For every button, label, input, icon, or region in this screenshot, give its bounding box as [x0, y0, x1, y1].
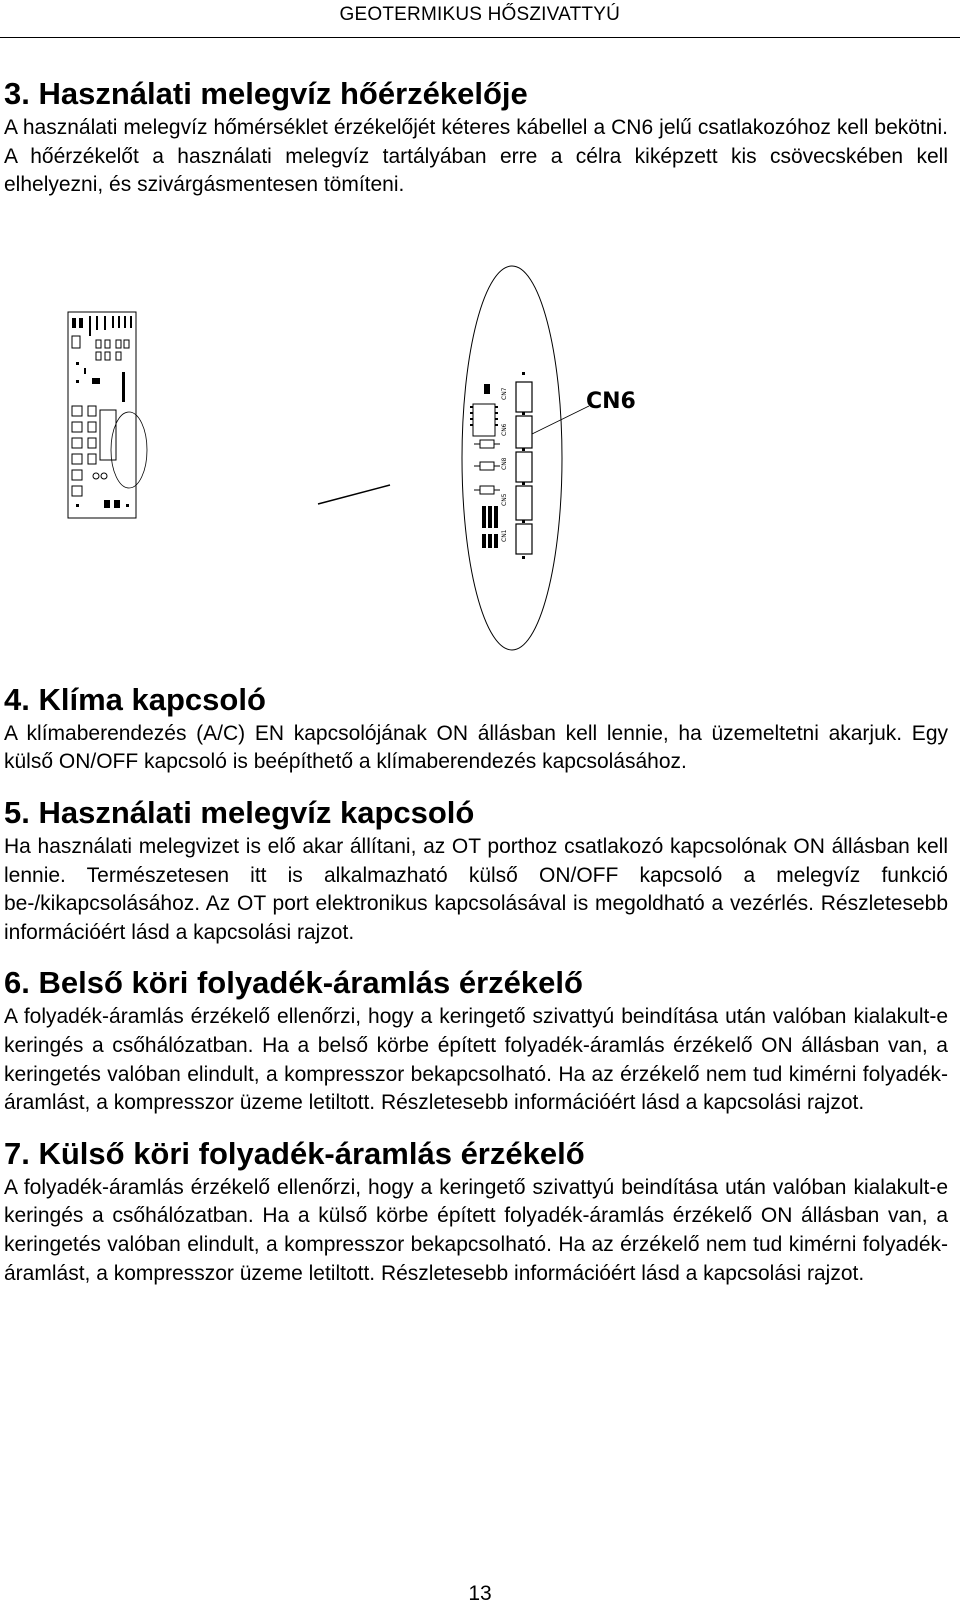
section-title-3: 3. Használati melegvíz hőérzékelője — [4, 76, 528, 111]
connector-label-cn1: CN1 — [501, 529, 508, 542]
running-header: GEOTERMIKUS HŐSZIVATTYÚ — [339, 4, 620, 25]
section-4-paragraph: A klímaberendezés (A/C) EN kapcsolójának ON állásban kell lennie, ha üzemeltetni akarjuk. Egy külső ON/OFF kapcsoló is beépíthető a klímaberendezés kapcsolásához. — [4, 721, 948, 774]
connector-label-cn5: CN5 — [501, 493, 508, 506]
section-title-7: 7. Külső köri folyadék-áramlás érzékelő — [4, 1135, 585, 1171]
page-content — [4, 74, 948, 1288]
board-diagram-svg — [4, 200, 948, 680]
connector-label-cn7: CN7 — [501, 387, 508, 400]
connector-label-cn8: CN8 — [501, 457, 508, 470]
connector-label-cn6: CN6 — [501, 423, 508, 436]
section-3-paragraph: A használati melegvíz hőmérséklet érzékelőjét kéteres kábellel a CN6 jelű csatlakozóhoz kell bekötni. A hőérzékelőt a használati melegvíz tartályában erre a célra kiképzett kis csövecskében kell elhelyezni, és szivárgásmentesen tömíteni. — [4, 116, 948, 197]
header-divider — [0, 37, 960, 38]
section-7-paragraph: A folyadék-áramlás érzékelő ellenőrzi, hogy a keringető szivattyú beindítása után valóban kialakult-e keringés a csőhálózatban. Ha a külső körbe épített folyadék-áramlás érzékelő ON állásban van, a keringetés valóban elindult, a kompresszor bekapcsolható. Ha az érzékelő nem tud kimérni folyadék-áramlást, a kompresszor üzeme letiltott. Részletesebb információért lásd a kapcsolási rajzot. — [4, 1175, 948, 1285]
connector-zoom — [462, 266, 636, 650]
section-title-4: 4. Klíma kapcsoló — [4, 681, 266, 717]
section-6-paragraph: A folyadék-áramlás érzékelő ellenőrzi, hogy a keringető szivattyú beindítása után valóban kialakult-e keringés a csőhálózatban. Ha a belső körbe épített folyadék-áramlás érzékelő ON állásban van, a keringetés valóban elindult, a kompresszor bekapcsolható. Ha az érzékelő nem tud kimérni folyadék-áramlást, a kompresszor üzeme letiltott. Részletesebb információért lásd a kapcsolási rajzot. — [4, 1005, 948, 1115]
section-title-5: 5. Használati melegvíz kapcsoló — [4, 794, 475, 830]
cn6-callout-label: CN6 — [586, 388, 636, 414]
board-diagram — [4, 200, 948, 680]
page-number: 13 — [468, 1582, 492, 1605]
section-title-6: 6. Belső köri folyadék-áramlás érzékelő — [4, 965, 583, 1001]
pcb-board — [68, 312, 147, 518]
section-5-paragraph: Ha használati melegvizet is elő akar állítani, az OT porthoz csatlakozó kapcsolónak ON állásban kell lennie. Természetesen itt is alkalmazható külső ON/OFF kapcsoló a melegvíz funkció be-/kikapcsolásához. Az OT port elektronikus kapcsolásával is megoldható a vezérlés. Részletesebb információért lásd a kapcsolási rajzot. — [4, 834, 948, 944]
leader-line — [318, 485, 390, 504]
